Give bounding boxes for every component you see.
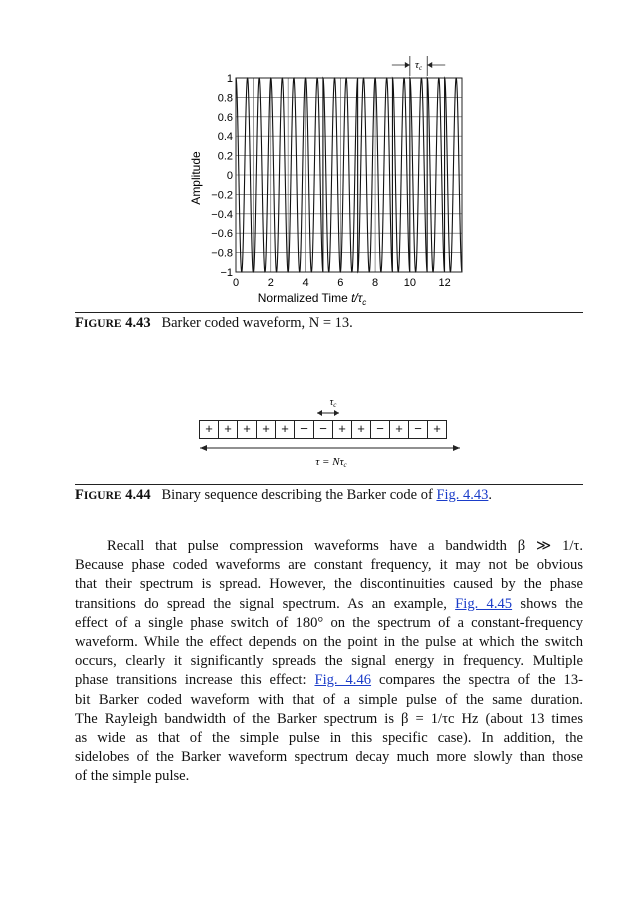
tau-c-arrow [305,396,350,420]
paragraph-line: phase transitions increase this effect: Fig. 4.46 compares the spectra of the 13- [75,672,584,689]
x-axis-label: Normalized Time $t/\tau_c$ [257,291,367,307]
y-tick-label: 0.8 [217,92,233,105]
fig-4-43-link[interactable]: Fig. 4.43 [436,487,489,503]
paragraph-line: occurs, clearly it significantly spreads the signal energy in frequency. Multiple [75,653,583,670]
tau-c-arrowhead-right [427,62,432,68]
y-tick-label: 0 [226,170,233,182]
sequence-cell: + [256,420,276,439]
sequence-cell: + [389,420,409,439]
x-tick-label: 10 [403,277,416,289]
figure-top-rule [75,312,583,313]
paragraph-line: bit Barker coded waveform with that of a simple pulse of the same duration. [75,691,583,708]
y-tick-label: −1 [220,267,233,279]
tau-equation-label: τ = Nτc [315,456,347,469]
sequence-cell: − [313,420,333,439]
paragraph-line: as wide as that of the simple pulse in this specific case). In addition, the [75,730,583,747]
x-tick-label: 0 [232,277,240,289]
figure-4-44-label: FIGURE 4.44 [75,487,151,503]
y-tick-label: −0.4 [211,208,233,221]
sequence-cell: + [199,420,219,439]
paragraph-line: waveform. While the effect depends on the point in the pulse at which the switch [75,634,583,651]
figure-4-43-text: Barker coded waveform, N = 13. [161,315,353,331]
paragraph-line: sidelobes of the Barker waveform spectrum decay much more slowly than those [75,749,583,766]
x-tick-label: 12 [438,277,451,289]
y-tick-label: −0.6 [211,228,233,241]
sequence-cell: − [294,420,314,439]
sequence-cell: + [427,420,447,439]
fig-4-46-link[interactable]: Fig. 4.46 [314,672,372,689]
paragraph-line: that their spectrum is spread. However, the discontinuities caused by the phase [75,576,583,593]
sequence-cell: + [218,420,238,439]
sequence-cell: + [275,420,295,439]
sequence-cell: − [408,420,428,439]
y-tick-label: −0.8 [211,247,233,260]
sequence-cell: + [351,420,371,439]
figure-4-44-caption: FIGURE 4.44 Binary sequence describing the Barker code of Fig. 4.43. [75,487,493,503]
paragraph-line: The Rayleigh bandwidth of the Barker spectrum is β = 1/τc Hz (about 13 times [75,710,583,727]
y-tick-label: −0.2 [211,189,233,202]
tau-span-arrow [198,441,463,471]
figure-4-44-text: Binary sequence describing the Barker code of [161,487,437,503]
y-tick-label: 0.4 [217,131,233,144]
seq-tau-c-label: $\tau_c$ [329,397,337,409]
y-axis-label: Amplitude [189,151,203,205]
tau-c-label: τc [415,59,423,72]
barker-waveform-chart [186,56,476,312]
tau-c-arrowhead-left [405,62,410,68]
x-tick-label: 4 [302,277,309,289]
paragraph-line: Because phase coded waveforms are constant frequency, it may not be obvious [75,557,583,574]
figure-4-44-rule [75,484,583,485]
figure-4-43-caption [75,315,353,332]
barker-sequence [200,420,447,439]
x-tick-label: 2 [267,277,274,289]
paragraph-line: transitions do spread the signal spectrum. As an example, Fig. 4.45 shows the [75,595,584,612]
sequence-cell: + [237,420,257,439]
y-tick-label: 1 [226,73,233,85]
sequence-cell: − [370,420,390,439]
y-tick-label: 0.2 [217,150,233,163]
x-tick-label: 6 [337,277,344,289]
tau-c-marker [392,56,445,76]
paragraph-line: of the simple pulse. [75,768,190,785]
fig-4-45-link[interactable]: Fig. 4.45 [455,595,513,612]
sequence-cell: + [332,420,352,439]
y-tick-label: 0.6 [217,111,233,124]
body-paragraph [75,537,583,787]
x-tick-label: 8 [372,277,379,289]
paragraph-line: effect of a single phase switch of 180° on the spectrum of a constant-frequency [75,614,583,631]
paragraph-line: Recall that pulse compression waveforms have a bandwidth β ≫ 1/τ. [107,538,583,554]
figure-4-43-label: FIGURE 4.43 [75,315,151,331]
